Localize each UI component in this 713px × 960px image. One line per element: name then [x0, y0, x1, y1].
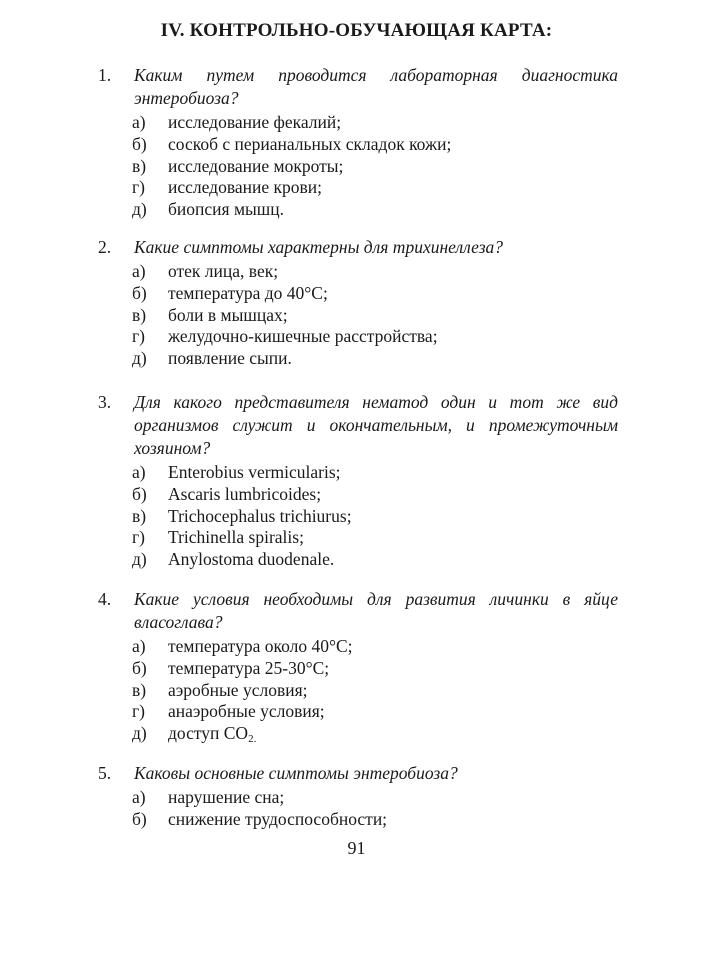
option-text: Trichinella spiralis;: [168, 527, 304, 548]
answer-option: [132, 527, 618, 549]
option-letter: д): [132, 723, 147, 744]
question-text: Каковы основные симптомы энтеробиоза?: [134, 763, 458, 783]
question-5: [98, 762, 618, 831]
option-text: отек лица, век;: [168, 261, 279, 281]
answer-option: [132, 326, 618, 348]
option-text: исследование мокроты;: [168, 155, 344, 176]
answer-option: [132, 134, 618, 156]
answer-option: [132, 680, 618, 702]
option-letter: г): [132, 326, 146, 347]
answer-option: [132, 283, 618, 305]
option-text: исследование фекалий;: [168, 112, 342, 132]
option-letter: а): [132, 462, 146, 482]
question-text: Какие симптомы характерны для трихинеллеза?: [134, 237, 504, 257]
option-text: доступ CO: [168, 723, 249, 744]
answer-option: [132, 549, 618, 571]
option-text: снижение трудоспособности;: [168, 808, 388, 829]
option-text: боли в мышцах;: [168, 304, 288, 325]
option-letter: д): [132, 199, 147, 220]
question-number: 5.: [98, 763, 112, 783]
option-text: биопсия мышц.: [168, 199, 284, 220]
question-4: [98, 588, 618, 751]
option-subscript: 2.: [248, 733, 257, 746]
answer-option: [132, 636, 618, 658]
option-letter: г): [132, 177, 146, 198]
question-2: [98, 236, 618, 370]
option-text: аэробные условия;: [168, 679, 308, 700]
option-text: соскоб с перианальных складок кожи;: [168, 133, 452, 154]
question-number: 2.: [98, 237, 112, 257]
option-letter: б): [132, 657, 147, 678]
answer-option: [132, 701, 618, 723]
option-letter: а): [132, 261, 146, 281]
question-number: 1.: [98, 65, 112, 85]
answer-option: [132, 177, 618, 199]
answer-options: [132, 261, 618, 370]
option-letter: а): [132, 787, 146, 807]
question-header: [98, 64, 618, 110]
question-text: Для какого представителя нематод один и тот же вид организмов служит и окончательным, и промежуточным хозяином?: [134, 392, 618, 458]
option-letter: д): [132, 348, 147, 369]
option-letter: б): [132, 133, 147, 154]
option-letter: г): [132, 527, 146, 548]
option-text: Enterobius vermicularis;: [168, 462, 341, 482]
option-text: исследование крови;: [168, 177, 322, 198]
option-text: появление сыпи.: [168, 348, 292, 369]
answer-option: [132, 156, 618, 178]
option-letter: в): [132, 505, 147, 526]
answer-option: [132, 484, 618, 506]
question-header: [98, 391, 618, 460]
answer-option: [132, 112, 618, 134]
question-1: [98, 64, 618, 221]
option-text: температура около 40°С;: [168, 636, 353, 656]
answer-options: [132, 787, 618, 831]
option-letter: г): [132, 701, 146, 722]
question-3: [98, 391, 618, 571]
answer-option: [132, 723, 618, 751]
option-letter: а): [132, 112, 146, 132]
option-letter: в): [132, 679, 147, 700]
option-text: температура 25-30°С;: [168, 657, 330, 678]
answer-option: [132, 261, 618, 283]
option-text: температура до 40°С;: [168, 282, 328, 303]
option-text: желудочно-кишечные расстройства;: [168, 326, 438, 347]
answer-option: [132, 305, 618, 327]
answer-options: [132, 112, 618, 221]
answer-option: [132, 199, 618, 221]
option-text: Ascaris lumbricoides;: [168, 483, 322, 504]
answer-options: [132, 636, 618, 751]
question-number: 3.: [98, 392, 112, 412]
question-header: [98, 236, 618, 259]
answer-option: [132, 348, 618, 370]
answer-options: [132, 462, 618, 571]
question-number: 4.: [98, 589, 112, 609]
answer-option: [132, 506, 618, 528]
option-letter: б): [132, 808, 147, 829]
option-text: Trichocephalus trichiurus;: [168, 505, 352, 526]
option-letter: б): [132, 282, 147, 303]
question-text: Каким путем проводится лабораторная диагностика энтеробиоза?: [134, 65, 618, 108]
page-number: 91: [347, 838, 366, 858]
answer-option: [132, 658, 618, 680]
answer-option: [132, 462, 618, 484]
option-letter: в): [132, 304, 147, 325]
answer-option: [132, 787, 618, 809]
option-letter: д): [132, 549, 147, 570]
option-letter: а): [132, 636, 146, 656]
option-letter: б): [132, 483, 147, 504]
option-letter: в): [132, 155, 147, 176]
option-text: Anylostoma duodenale.: [168, 549, 335, 570]
question-header: [98, 762, 618, 785]
option-text: анаэробные условия;: [168, 701, 325, 722]
option-text: нарушение сна;: [168, 787, 285, 807]
page-title: IV. КОНТРОЛЬНО-ОБУЧАЮЩАЯ КАРТА:: [160, 20, 553, 41]
answer-option: [132, 809, 618, 831]
question-text: Какие условия необходимы для развития личинки в яйце власоглава?: [134, 589, 618, 632]
question-header: [98, 588, 618, 634]
